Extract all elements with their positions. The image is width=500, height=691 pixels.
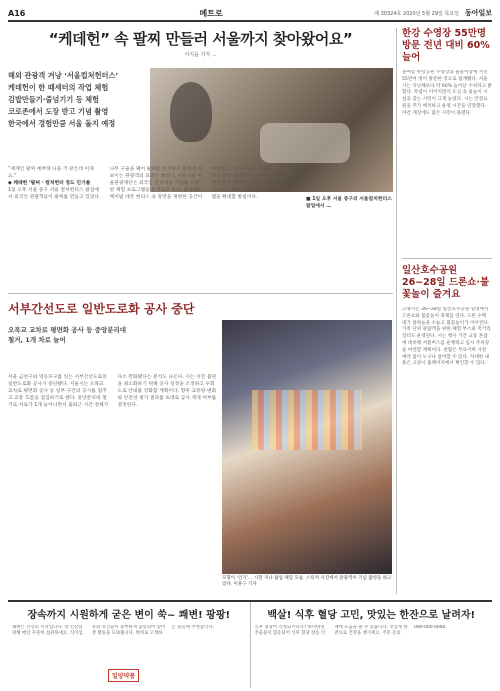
sidebar-text-1: 올여름 한강공원 수영장과 물놀이장에 시민 55만여 명이 방문한 것으로 집계됐다. 서울시는 지난해보다 약 60% 늘어난 수치라고 밝혔다. 폭염이 이어지면서 도심 속 물놀이 시설을 찾는 시민이 크게 늘었다. 시는 안전요원을 추가 배치하고 운영 시간을 연장했다. 야간 개장에도 많은 시민이 몰렸다.: [402, 70, 492, 116]
caption-title: ■ 1일 오후 서울 중구의 서울컬처헌터스 팝업에서 …: [306, 197, 392, 209]
body-intro: “세계인 팔찌 예쁘게 나올 거 같은데 이제요.”: [8, 167, 94, 179]
lede-caption: [306, 196, 394, 210]
deck-line: 김밥만들기·줄넘기기 등 체험: [8, 95, 100, 104]
second-article: [8, 300, 393, 595]
ad-headline: 장속까지 시원하게 굳은 변이 쑥~ 쾌변! 팡팡!: [27, 610, 231, 621]
page-header: [8, 6, 492, 22]
section-title: 메트로: [199, 7, 223, 18]
sidebar-headline-1: 한강 수영장 55만명 방문 전년 대비 60% 늘어: [402, 28, 490, 63]
paper-name: 동아일보: [464, 8, 492, 17]
divider: [402, 258, 492, 259]
issue-info: 제 30324호 2020년 5월 29일 목요일: [374, 10, 459, 17]
second-photo: [222, 320, 392, 574]
ad-headline: 백살! 식후 혈당 고민, 맛있는 한잔으로 날려자!: [267, 610, 476, 621]
body-subhead: ◆ 케데헌 ‘팔찌 · 컬처헌터 정도 인기쏠: [8, 181, 91, 186]
page-number: A16: [8, 8, 26, 18]
ad-right[interactable]: [250, 602, 493, 688]
lede-byline: 이지윤 기자 ...: [184, 52, 217, 58]
second-headline: 서부간선도로 일반도로화 공사 중단: [8, 302, 195, 316]
lede-headline: “케데헌” 속 팔찌 만들러 서울까지 찾아왔어요”: [48, 30, 353, 48]
ad-left[interactable]: [8, 602, 250, 688]
second-subhead: 오목교 교차로 평면화 공사 등 중앙분리대 철거, 1개 차로 늘어: [8, 326, 127, 344]
ad-logo: 일양약품: [108, 669, 139, 682]
deck-line: 코로존에서 도장 받고 기념 촬영: [8, 107, 109, 116]
column-divider: [396, 28, 397, 594]
ad-text: 쾌변은 건강의 시작입니다. 장 건강을 위해 매일 꾸준히 섭취하세요. 식이섬유와 유산균이 풍부하게 함유되어 있어 장 활동을 도와줍니다. 변비로 고생하는 분들께 추천합니다.: [12, 625, 215, 637]
lede-deck: [8, 70, 136, 130]
body-text: 1일 오후 서울 중구 서울 컬처헌터스 팝업에서 외국인 관광객들이 팔찌를 만들고 있었다. 나무 구슬을 꿰어 팔찌를 완성하고 팔목에 차 보이는 관광객의 표정은 밝았다. 서울시와 서울관광재단은 외국인 관광객을 겨냥해 다양한 체험 프로그램을 운영하고 있다. 팝업에는 케이팝 데몬 헌터스 속 장면을 재현한 공간이 마련됐고, 참가자들은 도장을 모으며 기념 촬영을 했다. 관광객들은 서울의 문화를 직접 체험할 수 있어서 좋았다고 말했다. 서울시는 앞으로도 한류 콘텐츠를 활용한 관광 프로그램을 확대할 방침이다.: [8, 167, 304, 200]
sidebar: [402, 28, 492, 607]
sidebar-headline-2: 일산호수공원 26~28일 드론쇼·불꽃놀이 즐겨요: [402, 265, 490, 300]
lede-body: [8, 166, 304, 258]
second-body: 서울 금천구와 영등포구를 잇는 서부간선도로의 일반도로화 공사가 중단됐다. 서울시는 오목교 교차로 평면화 공사 등 일부 구간의 공사를 멈추고 교통 흐름을 점검하기로 했다. 중앙분리대 철거로 차로가 1개 늘어나면서 출퇴근 시간 정체가 다소 완화됐다는 분석도 나온다. 시는 시민 불편을 최소화하기 위해 공사 일정을 조정하고 우회도로 안내를 강화할 계획이다. 향후 교통량 변화와 안전성 평가 결과를 토대로 공사 재개 여부를 결정한다.: [8, 375, 217, 408]
second-caption: 모형이 ‘인기’… 시민 지나 팝업 체험 모습. 스티커 사진에서 관광객이 기념 촬영을 하고 있다. 이훈구 기자: [222, 576, 392, 587]
lede-article: [8, 28, 393, 258]
deck-line: 해외 관광객 겨냥 ‘서울컬처헌터스’: [8, 71, 119, 80]
sidebar-text-2: 고양시는 26~28일 일산호수공원 일대에서 드론쇼와 불꽃놀이 축제를 연다. 드론 수백 대가 밤하늘을 수놓고 불꽃놀이가 이어진다. 가족 단위 관람객을 위한 체험 부스와 먹거리 장터도 운영된다. 시는 행사 기간 교통 혼잡에 대비해 셔틀버스를 운행하고 임시 주차장을 마련할 계획이다. 관람은 무료이며 사전 예약 없이 누구나 참여할 수 있다. 자세한 내용은 고양시 홈페이지에서 확인할 수 있다.: [402, 307, 491, 367]
divider: [8, 293, 393, 294]
deck-line: 한국에서 경험만큼 서울 돌지 예정: [8, 119, 116, 128]
ads-section: [8, 600, 492, 688]
deck-line: 케데헌이 한 때세터의 작업 체험: [8, 83, 109, 92]
ad-text: 식후 혈당이 걱정되시나요? 바나바잎 추출물이 함유되어 식후 혈당 상승 억제에 도움을 줄 수 있습니다. 맛있게 한 잔으로 건강을 챙기세요. 주문 문의 080-000-0000.: [254, 625, 447, 637]
